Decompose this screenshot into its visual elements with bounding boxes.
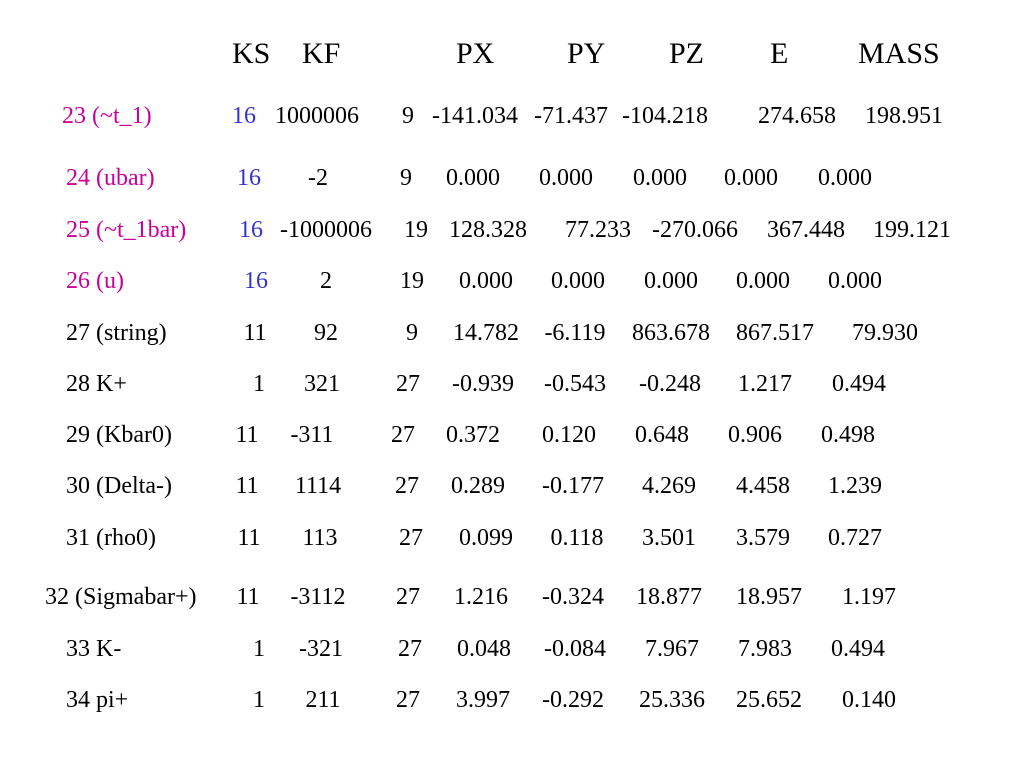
- cell-pz: 3.501: [642, 525, 696, 551]
- cell-mass: 0.727: [828, 525, 882, 551]
- cell-e: 18.957: [736, 584, 802, 610]
- cell-px: 3.997: [456, 687, 510, 713]
- cell-e: 0.000: [724, 165, 778, 191]
- cell-py: -0.292: [542, 687, 604, 713]
- cell-mass: 1.197: [842, 584, 896, 610]
- cell-ks: 11: [236, 584, 260, 610]
- cell-status: 27: [398, 636, 422, 662]
- cell-py: -0.177: [542, 473, 604, 499]
- header-ks: KS: [232, 37, 271, 70]
- particle-label: 24 (ubar): [66, 165, 155, 191]
- cell-mass: 198.951: [865, 103, 943, 129]
- cell-kf: -311: [290, 422, 334, 448]
- table-row: [0, 163, 1024, 193]
- cell-status: 19: [400, 268, 424, 294]
- table-row: [0, 215, 1024, 245]
- cell-ks: 16: [232, 103, 256, 129]
- header-py: PY: [567, 37, 606, 70]
- cell-mass: 0.000: [828, 268, 882, 294]
- cell-px: 0.099: [459, 525, 513, 551]
- cell-pz: 0.648: [635, 422, 689, 448]
- cell-kf: -1000006: [280, 217, 372, 243]
- cell-kf: 321: [304, 371, 340, 397]
- cell-ks: 1: [253, 687, 265, 713]
- cell-e: 867.517: [736, 320, 814, 346]
- cell-py: -0.543: [544, 371, 606, 397]
- particle-label: 33 K-: [66, 636, 122, 662]
- cell-ks: 11: [235, 422, 259, 448]
- cell-px: 0.000: [446, 165, 500, 191]
- particle-label: 23 (~t_1): [62, 103, 152, 129]
- cell-py: -6.119: [544, 320, 606, 346]
- cell-mass: 0.494: [831, 636, 885, 662]
- cell-e: 0.906: [728, 422, 782, 448]
- cell-status: 27: [396, 584, 420, 610]
- header-e: E: [770, 37, 789, 70]
- cell-pz: 0.000: [644, 268, 698, 294]
- cell-kf: 211: [305, 687, 341, 713]
- cell-ks: 1: [253, 371, 265, 397]
- cell-pz: -0.248: [639, 371, 701, 397]
- particle-label: 27 (string): [66, 320, 167, 346]
- cell-mass: 199.121: [873, 217, 951, 243]
- cell-e: 0.000: [736, 268, 790, 294]
- header-px: PX: [456, 37, 495, 70]
- cell-pz: 18.877: [636, 584, 702, 610]
- particle-label: 32 (Sigmabar+): [45, 584, 197, 610]
- cell-py: 0.120: [542, 422, 596, 448]
- cell-py: 0.000: [551, 268, 605, 294]
- cell-py: 0.000: [539, 165, 593, 191]
- cell-kf: 1000006: [275, 103, 359, 129]
- particle-label: 30 (Delta-): [66, 473, 172, 499]
- cell-pz: 0.000: [633, 165, 687, 191]
- cell-pz: -270.066: [652, 217, 738, 243]
- cell-py: -0.324: [542, 584, 604, 610]
- cell-kf: 92: [314, 320, 338, 346]
- cell-py: 77.233: [565, 217, 631, 243]
- cell-mass: 79.930: [852, 320, 918, 346]
- cell-pz: 25.336: [639, 687, 705, 713]
- cell-ks: 11: [243, 320, 267, 346]
- cell-status: 19: [404, 217, 428, 243]
- table-row: [0, 685, 1024, 715]
- cell-px: 0.000: [459, 268, 513, 294]
- cell-py: 0.118: [550, 525, 604, 551]
- cell-pz: 7.967: [645, 636, 699, 662]
- cell-px: 1.216: [454, 584, 508, 610]
- table-row: [0, 266, 1024, 296]
- table-row: [0, 318, 1024, 348]
- cell-px: 0.048: [457, 636, 511, 662]
- cell-py: -0.084: [544, 636, 606, 662]
- cell-mass: 0.140: [842, 687, 896, 713]
- cell-ks: 16: [239, 217, 263, 243]
- cell-status: 9: [402, 103, 414, 129]
- cell-ks: 1: [253, 636, 265, 662]
- particle-label: 31 (rho0): [66, 525, 156, 551]
- particle-label: 28 K+: [66, 371, 127, 397]
- cell-ks: 16: [244, 268, 268, 294]
- cell-py: -71.437: [534, 103, 608, 129]
- table-row: [0, 471, 1024, 501]
- cell-px: 0.289: [451, 473, 505, 499]
- cell-kf: 113: [302, 525, 338, 551]
- cell-e: 1.217: [738, 371, 792, 397]
- cell-kf: 1114: [294, 473, 342, 499]
- cell-status: 27: [396, 687, 420, 713]
- cell-status: 9: [400, 165, 412, 191]
- cell-ks: 11: [237, 525, 261, 551]
- cell-px: 128.328: [449, 217, 527, 243]
- table-row: [0, 369, 1024, 399]
- cell-status: 27: [399, 525, 423, 551]
- cell-status: 9: [406, 320, 418, 346]
- column-header-row: [0, 36, 1024, 72]
- cell-ks: 16: [237, 165, 261, 191]
- table-row: [0, 582, 1024, 612]
- cell-status: 27: [395, 473, 419, 499]
- header-pz: PZ: [669, 37, 705, 70]
- cell-mass: 0.494: [832, 371, 886, 397]
- cell-kf: -3112: [290, 584, 346, 610]
- cell-e: 367.448: [767, 217, 845, 243]
- cell-e: 7.983: [738, 636, 792, 662]
- cell-e: 274.658: [758, 103, 836, 129]
- cell-pz: 863.678: [632, 320, 710, 346]
- cell-e: 25.652: [736, 687, 802, 713]
- particle-label: 29 (Kbar0): [66, 422, 172, 448]
- cell-status: 27: [391, 422, 415, 448]
- cell-mass: 0.000: [818, 165, 872, 191]
- table-row: [0, 634, 1024, 664]
- cell-e: 3.579: [736, 525, 790, 551]
- particle-label: 26 (u): [66, 268, 124, 294]
- cell-e: 4.458: [736, 473, 790, 499]
- cell-px: -141.034: [432, 103, 518, 129]
- header-mass: MASS: [858, 37, 940, 70]
- cell-kf: -321: [299, 636, 343, 662]
- cell-mass: 1.239: [828, 473, 882, 499]
- particle-label: 25 (~t_1bar): [66, 217, 187, 243]
- cell-px: 0.372: [446, 422, 500, 448]
- table-row: [0, 101, 1024, 131]
- cell-mass: 0.498: [821, 422, 875, 448]
- cell-px: 14.782: [453, 320, 519, 346]
- cell-ks: 11: [235, 473, 259, 499]
- header-kf: KF: [302, 37, 341, 70]
- cell-px: -0.939: [452, 371, 514, 397]
- cell-kf: -2: [308, 165, 328, 191]
- cell-pz: 4.269: [642, 473, 696, 499]
- cell-pz: -104.218: [622, 103, 708, 129]
- table-row: [0, 420, 1024, 450]
- cell-kf: 2: [320, 268, 332, 294]
- cell-status: 27: [396, 371, 420, 397]
- particle-label: 34 pi+: [66, 687, 129, 713]
- table-row: [0, 523, 1024, 553]
